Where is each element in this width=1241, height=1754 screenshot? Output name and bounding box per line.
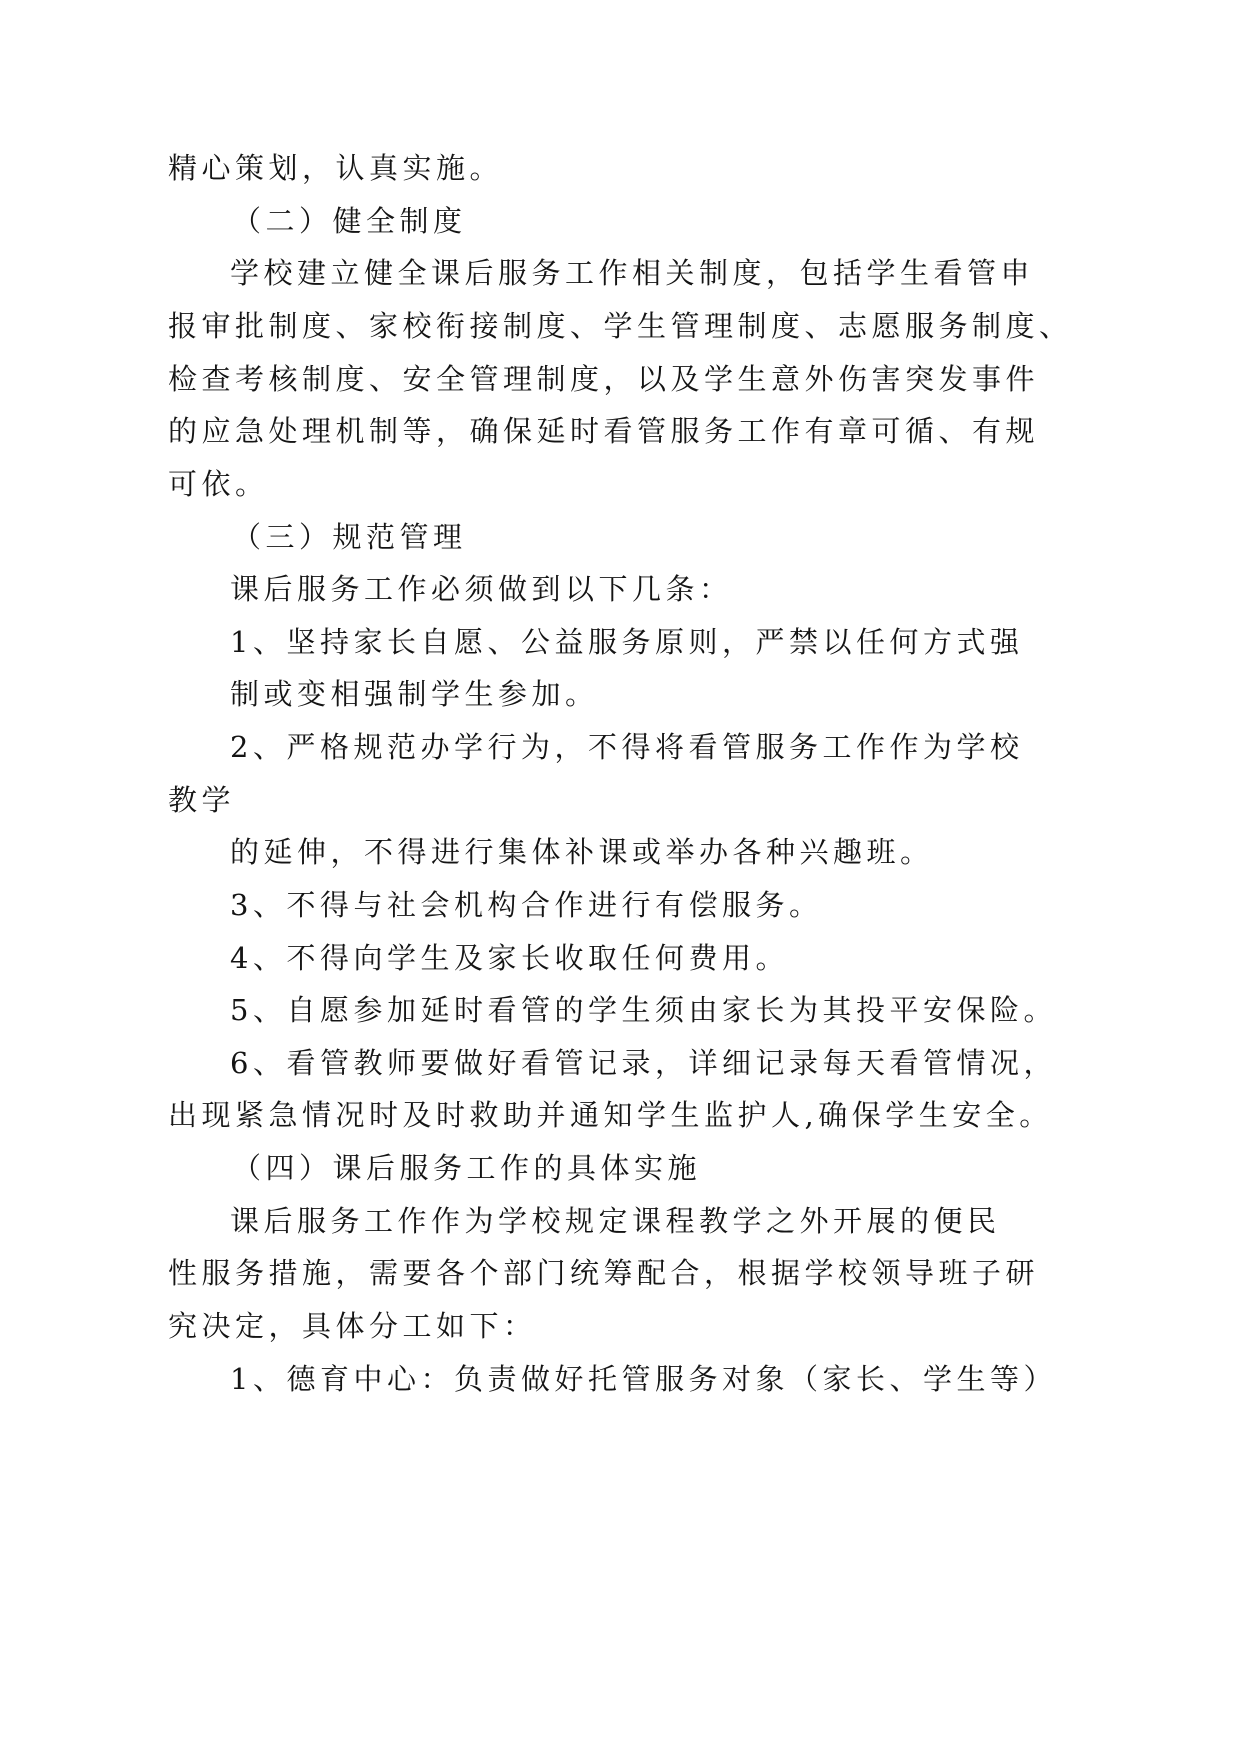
list-item-2: 2、严格规范办学行为，不得将看管服务工作作为学校 <box>230 730 1024 764</box>
list-item-1: 1、坚持家长自愿、公益服务原则，严禁以任何方式强 <box>230 625 1024 659</box>
list-item-2-continuation: 的延伸，不得进行集体补课或举办各种兴趣班。 <box>230 835 934 869</box>
list-item-1: 1、德育中心：负责做好托管服务对象（家长、学生等） <box>230 1362 1057 1396</box>
list-item-4: 4、不得向学生及家长收取任何费用。 <box>230 941 789 975</box>
body-paragraph-line: 性服务措施，需要各个部门统筹配合，根据学校领导班子研 <box>168 1256 1040 1290</box>
list-item-2-continuation: 教学 <box>168 783 236 817</box>
body-paragraph-line: 课后服务工作必须做到以下几条： <box>230 572 733 606</box>
list-item-5: 5、自愿参加延时看管的学生须由家长为其投平安保险。 <box>230 993 1057 1027</box>
list-item-6: 6、看管教师要做好看管记录，详细记录每天看管情况， <box>230 1046 1057 1080</box>
list-item-1-continuation: 制或变相强制学生参加。 <box>230 677 599 711</box>
section-heading-3: （三）规范管理 <box>232 520 467 554</box>
body-paragraph-line: 可依。 <box>168 467 269 501</box>
list-item-6-continuation: 出现紧急情况时及时救助并通知学生监护人,确保学生安全。 <box>168 1098 1053 1132</box>
list-item-3: 3、不得与社会机构合作进行有偿服务。 <box>230 888 823 922</box>
body-paragraph-line: 检查考核制度、安全管理制度，以及学生意外伤害突发事件 <box>168 362 1040 396</box>
section-heading-2: （二）健全制度 <box>232 204 467 238</box>
body-line-continuation: 精心策划，认真实施。 <box>168 151 504 185</box>
body-paragraph-line: 课后服务工作作为学校规定课程教学之外开展的便民 <box>230 1204 1001 1238</box>
body-paragraph-line: 学校建立健全课后服务工作相关制度，包括学生看管申 <box>230 256 1035 290</box>
body-paragraph-line: 究决定，具体分工如下： <box>168 1309 537 1343</box>
body-paragraph-line: 的应急处理机制等，确保延时看管服务工作有章可循、有规 <box>168 414 1040 448</box>
section-heading-4: （四）课后服务工作的具体实施 <box>232 1151 702 1185</box>
body-paragraph-line: 报审批制度、家校衔接制度、学生管理制度、志愿服务制度、 <box>168 309 1073 343</box>
